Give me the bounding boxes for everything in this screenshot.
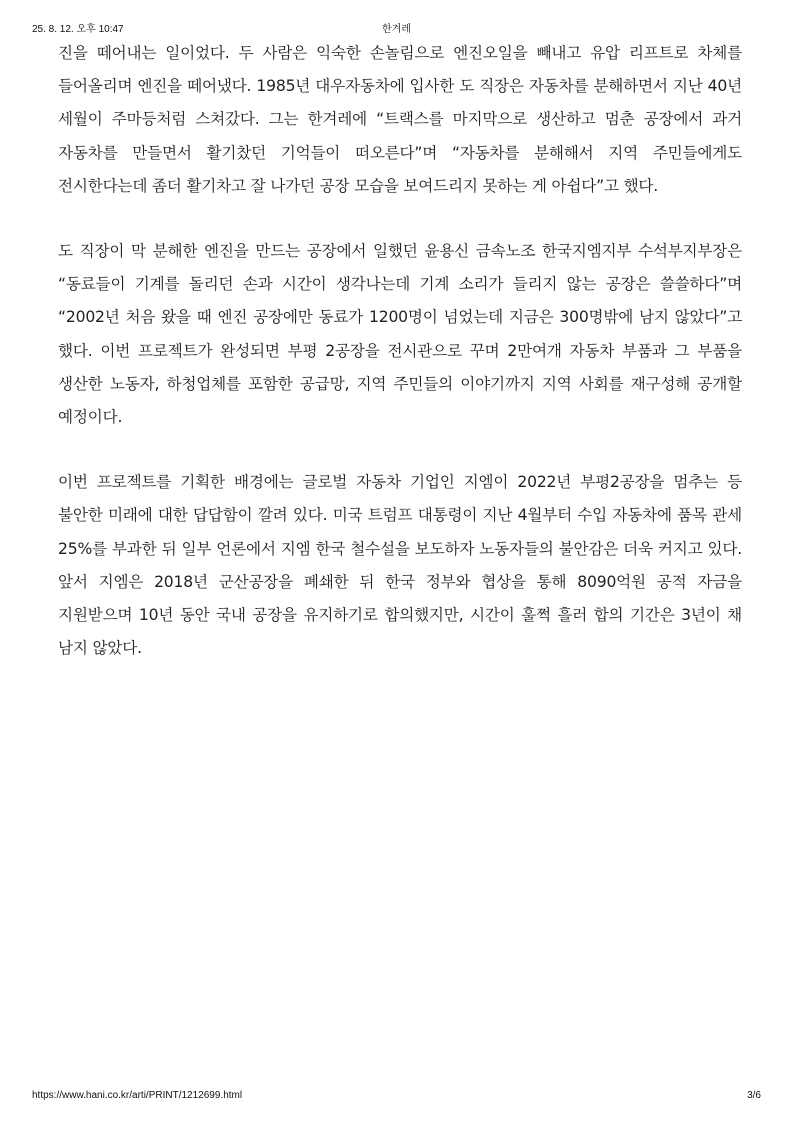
- article-paragraph-2: 도 직장이 막 분해한 엔진을 만드는 공장에서 일했던 윤용신 금속노조 한국지엠지부 수석부지부장은 “동료들이 기계를 돌리던 손과 시간이 생각나는데 기계 소리가 들리지 않는 공장은 쓸쓸하다”며 “2002년 처음 왔을 때 엔진 공장에만 동료가 1200명이 넘었는데 지금은 300명밖에 남지 않았다”고 했다. 이번 프로젝트가 완성되면 부평 2공장을 전시관으로 꾸며 2만여개 자동차 부품과 그 부품을 생산한 노동자, 하청업체를 포함한 공급망, 지역 주민들의 이야기까지 지역 사회를 재구성해 공개할 예정이다.: [58, 242, 742, 427]
- print-timestamp: 25. 8. 12. 오후 10:47: [32, 24, 124, 35]
- article-paragraph-1: 진을 떼어내는 일이었다. 두 사람은 익숙한 손놀림으로 엔진오일을 빼내고 유압 리프트로 차체를 들어올리며 엔진을 떼어냈다. 1985년 대우자동차에 입사한 도 직장은 자동차를 분해하면서 지난 40년 세월이 주마등처럼 스쳐갔다. 그는 한겨레에 “트랙스를 마지막으로 생산하고 멈춘 공장에서 과거 자동차를 만들면서 활기찼던 기억들이 떠오른다”며 “자동차를 분해해서 지역 주민들에게도 전시한다는데 좀더 활기차고 잘 나가던 공장 모습을 보여드리지 못하는 게 아쉽다”고 했다.: [58, 44, 742, 195]
- site-title: 한겨레: [382, 24, 411, 35]
- article-paragraph-3: 이번 프로젝트를 기획한 배경에는 글로벌 자동차 기업인 지엠이 2022년 부평2공장을 멈추는 등 불안한 미래에 대한 답답함이 깔려 있다. 미국 트럼프 대통령이 지난 4월부터 수입 자동차에 품목 관세 25%를 부과한 뒤 일부 언론에서 지엠 한국 철수설을 보도하자 노동자들의 불안감은 더욱 커지고 있다. 앞서 지엠은 2018년 군산공장을 폐쇄한 뒤 한국 정부와 협상을 통해 8090억원 공적 자금을 지원받으며 10년 동안 국내 공장을 유지하기로 합의했지만, 시간이 훌쩍 흘러 합의 기간은 3년이 채 남지 않았다.: [58, 473, 742, 658]
- article-body: [58, 37, 742, 697]
- print-footer: [32, 1090, 761, 1104]
- page-url: https://www.hani.co.kr/arti/PRINT/1212699.html: [32, 1090, 243, 1101]
- page-number: 3/6: [747, 1090, 761, 1101]
- print-header: [32, 20, 761, 36]
